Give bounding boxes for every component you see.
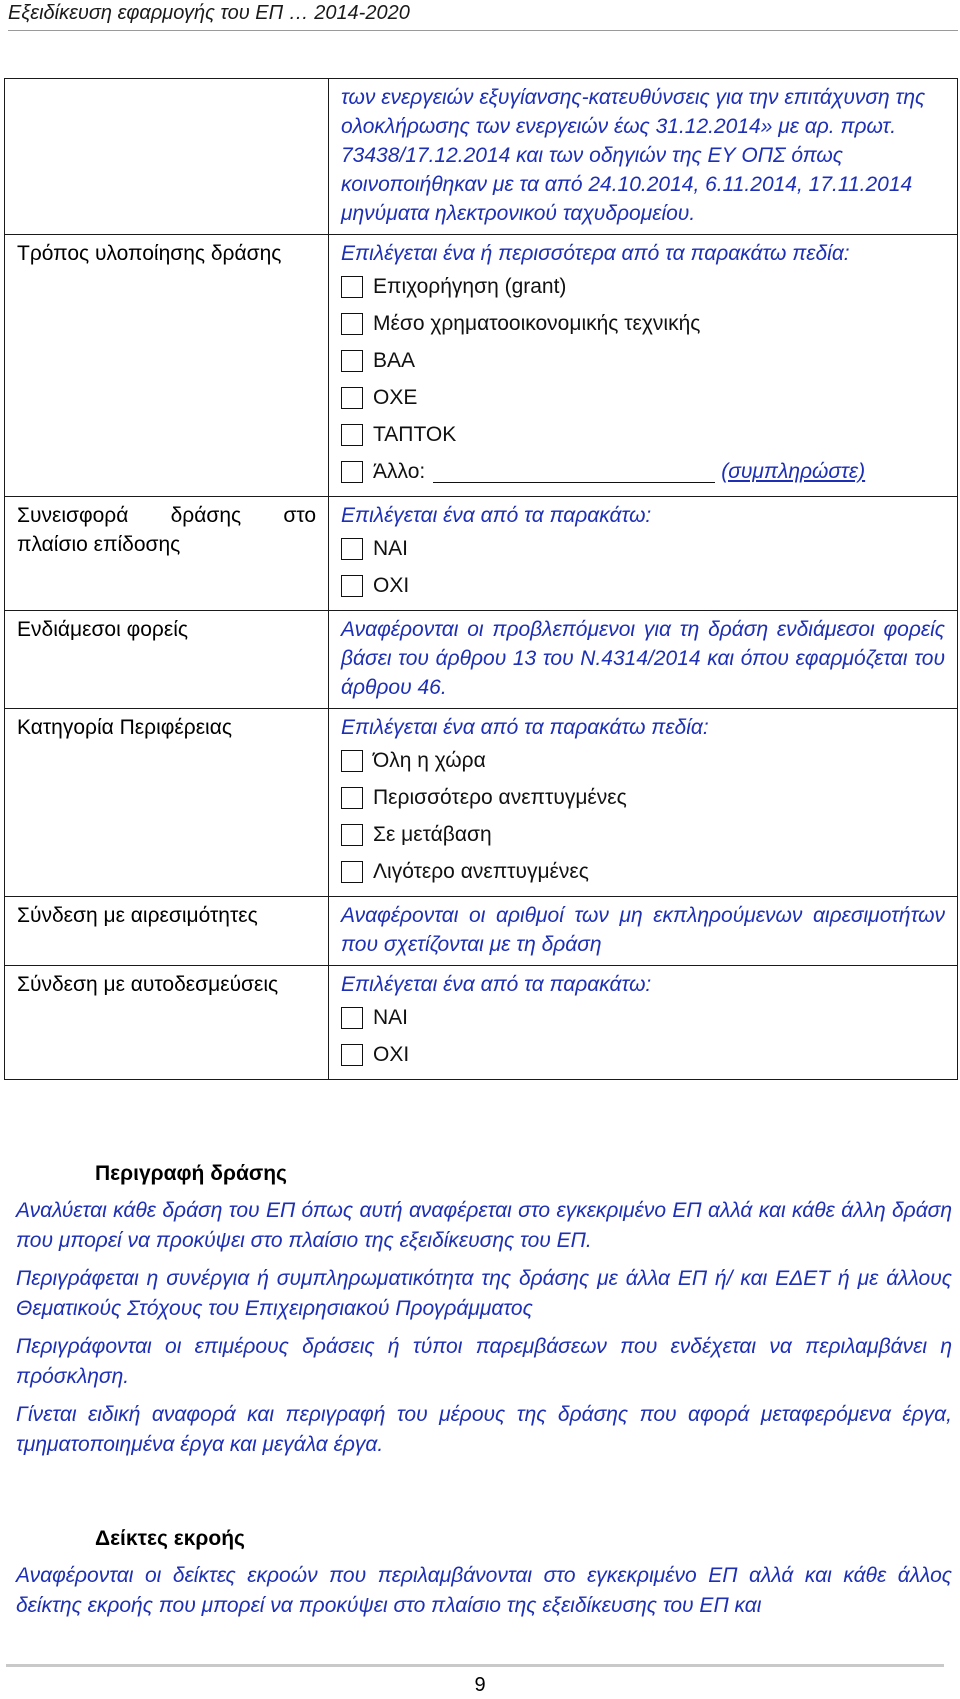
option-baa: [341, 342, 945, 379]
footer-divider: [6, 1664, 944, 1667]
row-instruction: Επιλέγεται ένα από τα παρακάτω:: [341, 504, 652, 527]
option-no: [341, 1036, 945, 1073]
page-number: 9: [474, 1674, 486, 1696]
checkbox[interactable]: [341, 538, 363, 560]
option-oxe: [341, 379, 945, 416]
row-instruction: Επιλέγεται ένα από τα παρακάτω πεδία:: [341, 716, 709, 739]
continuation-text: των ενεργειών εξυγίανσης-κατευθύνσεις για την επιτάχυνση της ολοκλήρωσης των ενεργειών έως 31.12.2014» με αρ. πρωτ. 73438/17.12.2014 και των οδηγιών της ΕΥ ΟΠΣ όπως κοινοποιήθηκαν με τα από 24.10.2014, 6.11.2014, 17.11.2014 μηνύματα ηλεκτρονικού ταχυδρομείου.: [341, 86, 926, 225]
option-label: Περισσότερο ανεπτυγμένες: [373, 786, 627, 809]
checkbox[interactable]: [341, 387, 363, 409]
row-label: Σύνδεση με αιρεσιμότητες: [5, 897, 329, 966]
running-header: [8, 0, 958, 31]
row-content: [329, 235, 958, 497]
option-label: Άλλο:: [373, 460, 426, 483]
option-yes: [341, 999, 945, 1036]
checkbox[interactable]: [341, 350, 363, 372]
section-title: Περιγραφή δράσης: [95, 1162, 287, 1185]
checkbox[interactable]: [341, 1007, 363, 1029]
row-label: Σύνδεση με αυτοδεσμεύσεις: [5, 966, 329, 1080]
option-more-developed: [341, 779, 945, 816]
option-label: Όλη η χώρα: [373, 749, 486, 772]
option-label: ΒΑΑ: [373, 349, 416, 372]
option-label: Σε μετάβαση: [373, 823, 492, 846]
table-row-implementation-mode: [5, 235, 958, 497]
running-header-title: Εξειδίκευση εφαρμογής του ΕΠ … 2014-2020: [8, 2, 410, 24]
checkbox[interactable]: [341, 461, 363, 483]
checkbox[interactable]: [341, 313, 363, 335]
option-label: ΝΑΙ: [373, 1006, 409, 1029]
checkbox[interactable]: [341, 1044, 363, 1066]
table-row-commitments: [5, 966, 958, 1080]
paragraph: Αναφέρονται οι δείκτες εκροών που περιλαμβάνονται στο εγκεκριμένο ΕΠ αλλά και κάθε άλλος δείκτης εκροής που μπορεί να προκύψει στο πλαίσιο της εξειδίκευσης του ΕΠ και: [16, 1564, 952, 1617]
paragraph: Αναλύεται κάθε δράση του ΕΠ όπως αυτή αναφέρεται στο εγκεκριμένο ΕΠ αλλά και κάθε άλλη δράση που μπορεί να προκύψει στο πλαίσιο της εξειδίκευσης του ΕΠ.: [16, 1199, 952, 1252]
indicators-section: [16, 1527, 952, 1621]
row-content: [329, 897, 958, 966]
row-content: [329, 966, 958, 1080]
row-instruction: Επιλέγεται ένα από τα παρακάτω:: [341, 973, 652, 996]
row-label: Τρόπος υλοποίησης δράσης: [5, 235, 329, 497]
checkbox[interactable]: [341, 424, 363, 446]
row-instruction: Αναφέρονται οι προβλεπόμενοι για τη δράση ενδιάμεσοι φορείς βάσει του άρθρου 13 του Ν.4314/2014 και όπου εφαρμόζεται του άρθρου 46.: [341, 618, 945, 699]
option-label: ΟΧΙ: [373, 574, 410, 597]
option-taptok: [341, 416, 945, 453]
description-section: [16, 1162, 952, 1460]
option-yes: [341, 530, 945, 567]
checkbox[interactable]: [341, 787, 363, 809]
option-label: ΟΧΕ: [373, 386, 418, 409]
row-instruction: Αναφέρονται οι αριθμοί των μη εκπληρούμενων αιρεσιμοτήτων που σχετίζονται με τη δράση: [341, 904, 945, 956]
option-label: Επιχορήγηση (grant): [373, 275, 567, 298]
other-fill-line[interactable]: [433, 460, 715, 483]
option-less-developed: [341, 853, 945, 890]
table-row-performance-contribution: [5, 497, 958, 611]
section-title: Δείκτες εκροής: [95, 1527, 245, 1550]
option-label: ΝΑΙ: [373, 537, 409, 560]
option-whole-country: [341, 742, 945, 779]
continuation-cell: [329, 79, 958, 235]
table-row-region-category: [5, 709, 958, 897]
row-content: [329, 497, 958, 611]
checkbox[interactable]: [341, 824, 363, 846]
section-body: [16, 1196, 952, 1460]
paragraph: Περιγράφονται οι επιμέρους δράσεις ή τύποι παρεμβάσεων που ενδέχεται να περιλαμβάνει η πρόσκληση.: [16, 1335, 952, 1388]
table-row: [5, 79, 958, 235]
option-label: ΟΧΙ: [373, 1043, 410, 1066]
checkbox[interactable]: [341, 276, 363, 298]
option-no: [341, 567, 945, 604]
table-row-intermediate-bodies: [5, 611, 958, 709]
option-transition: [341, 816, 945, 853]
row-content: [329, 709, 958, 897]
option-label: Λιγότερο ανεπτυγμένες: [373, 860, 589, 883]
option-financial-instrument: [341, 305, 945, 342]
option-label: ΤΑΠΤΟΚ: [373, 423, 457, 446]
option-grant: [341, 268, 945, 305]
checkbox[interactable]: [341, 750, 363, 772]
other-fill-hint: (συμπληρώστε): [721, 460, 866, 483]
checkbox[interactable]: [341, 861, 363, 883]
row-label: Συνεισφορά δράσης στο πλαίσιο επίδοσης: [5, 497, 329, 611]
table-row-conditionalities: [5, 897, 958, 966]
action-spec-table: [4, 78, 958, 1080]
row-label: Κατηγορία Περιφέρειας: [5, 709, 329, 897]
paragraph: Περιγράφεται η συνέργια ή συμπληρωματικότητα της δράσης με άλλα ΕΠ ή/ και ΕΔΕΤ ή με άλλους Θεματικούς Στόχους του Επιχειρησιακού Προγράμματος: [16, 1267, 952, 1320]
row-instruction: Επιλέγεται ένα ή περισσότερα από τα παρακάτω πεδία:: [341, 242, 850, 265]
checkbox[interactable]: [341, 575, 363, 597]
empty-label-cell: [5, 79, 329, 235]
paragraph: Γίνεται ειδική αναφορά και περιγραφή του μέρους της δράσης που αφορά μεταφερόμενα έργα, τμηματοποιημένα έργα και μεγάλα έργα.: [16, 1403, 952, 1456]
row-content: [329, 611, 958, 709]
section-body: [16, 1561, 952, 1621]
row-label: Ενδιάμεσοι φορείς: [5, 611, 329, 709]
option-label: Μέσο χρηματοοικονομικής τεχνικής: [373, 312, 701, 335]
option-other: [341, 453, 945, 490]
